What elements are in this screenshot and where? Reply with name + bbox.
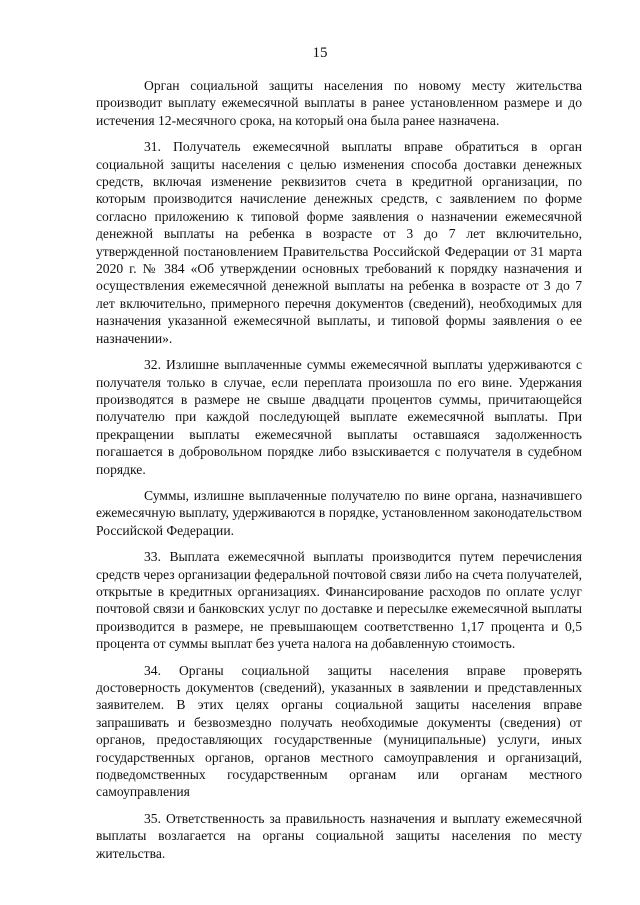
paragraph-35: 35. Ответственность за правильность назначения и выплату ежемесячной выплаты возлагается на органы социальной защиты населения по месту жительства. (96, 810, 582, 861)
paragraph-32: 32. Излишне выплаченные суммы ежемесячной выплаты удерживаются с получателя только в случае, если переплата произошла по его вине. Удержания производятся в размере не свыше двадцати процентов суммы, причитающейся получателю при каждой последующей выплате ежемесячной выплаты. При прекращении выплаты ежемесячной выплаты оставшаяся задолженность погашается в добровольном порядке либо взыскивается с получателя в судебном порядке. (96, 357, 582, 477)
paragraph-32-overpaid-sums: Суммы, излишне выплаченные получателю по вине органа, назначившего ежемесячную выплату, удерживаются в порядке, установленном законодательством Российской Федерации. (96, 487, 582, 538)
paragraph-33: 33. Выплата ежемесячной выплаты производится путем перечисления средств через организации федеральной почтовой связи либо на счета получателей, открытые в кредитных организациях. Финансирование расходов по оплате услуг почтовой связи и банковских услуг по доставке и пересылке ежемесячной выплаты производится в размере, не превышающем соответственно 1,17 процента и 0,5 процента от суммы выплат без учета налога на добавленную стоимость. (96, 549, 582, 652)
document-body (96, 77, 582, 862)
paragraph-31: 31. Получатель ежемесячной выплаты вправе обратиться в орган социальной защиты населения с целью изменения способа доставки денежных средств, включая изменение реквизитов счета в кредитной организации, по которым производится начисление денежных средств, с заявлением по форме согласно приложению к типовой форме заявления о назначении ежемесячной денежной выплаты на ребенка в возрасте от 3 до 7 лет включительно, утвержденной постановлением Правительства Российской Федерации от 31 марта 2020 г. № 384 «Об утверждении основных требований к порядку назначения и осуществления ежемесячной денежной выплаты на ребенка в возрасте от 3 до 7 лет включительно, примерного перечня документов (сведений), необходимых для назначения указанной ежемесячной выплаты, и типовой формы заявления о ее назначении». (96, 139, 582, 346)
paragraph-34: 34. Органы социальной защиты населения вправе проверять достоверность документов (сведений), указанных в заявлении и представленных заявителем. В этих целях органы социальной защиты населения вправе запрашивать и безвозмездно получать необходимые документы (сведения) от органов, предоставляющих государственные (муниципальные) услуги, иных государственных органов, органов местного самоуправления и организаций, подведомственных государственным органам или органам местного самоуправления (96, 662, 582, 800)
paragraph-relocation: Орган социальной защиты населения по новому месту жительства производит выплату ежемесячной выплаты в ранее установленном размере и до истечения 12-месячного срока, на который она была ранее назначена. (96, 78, 582, 128)
page-number: 15 (312, 45, 328, 61)
